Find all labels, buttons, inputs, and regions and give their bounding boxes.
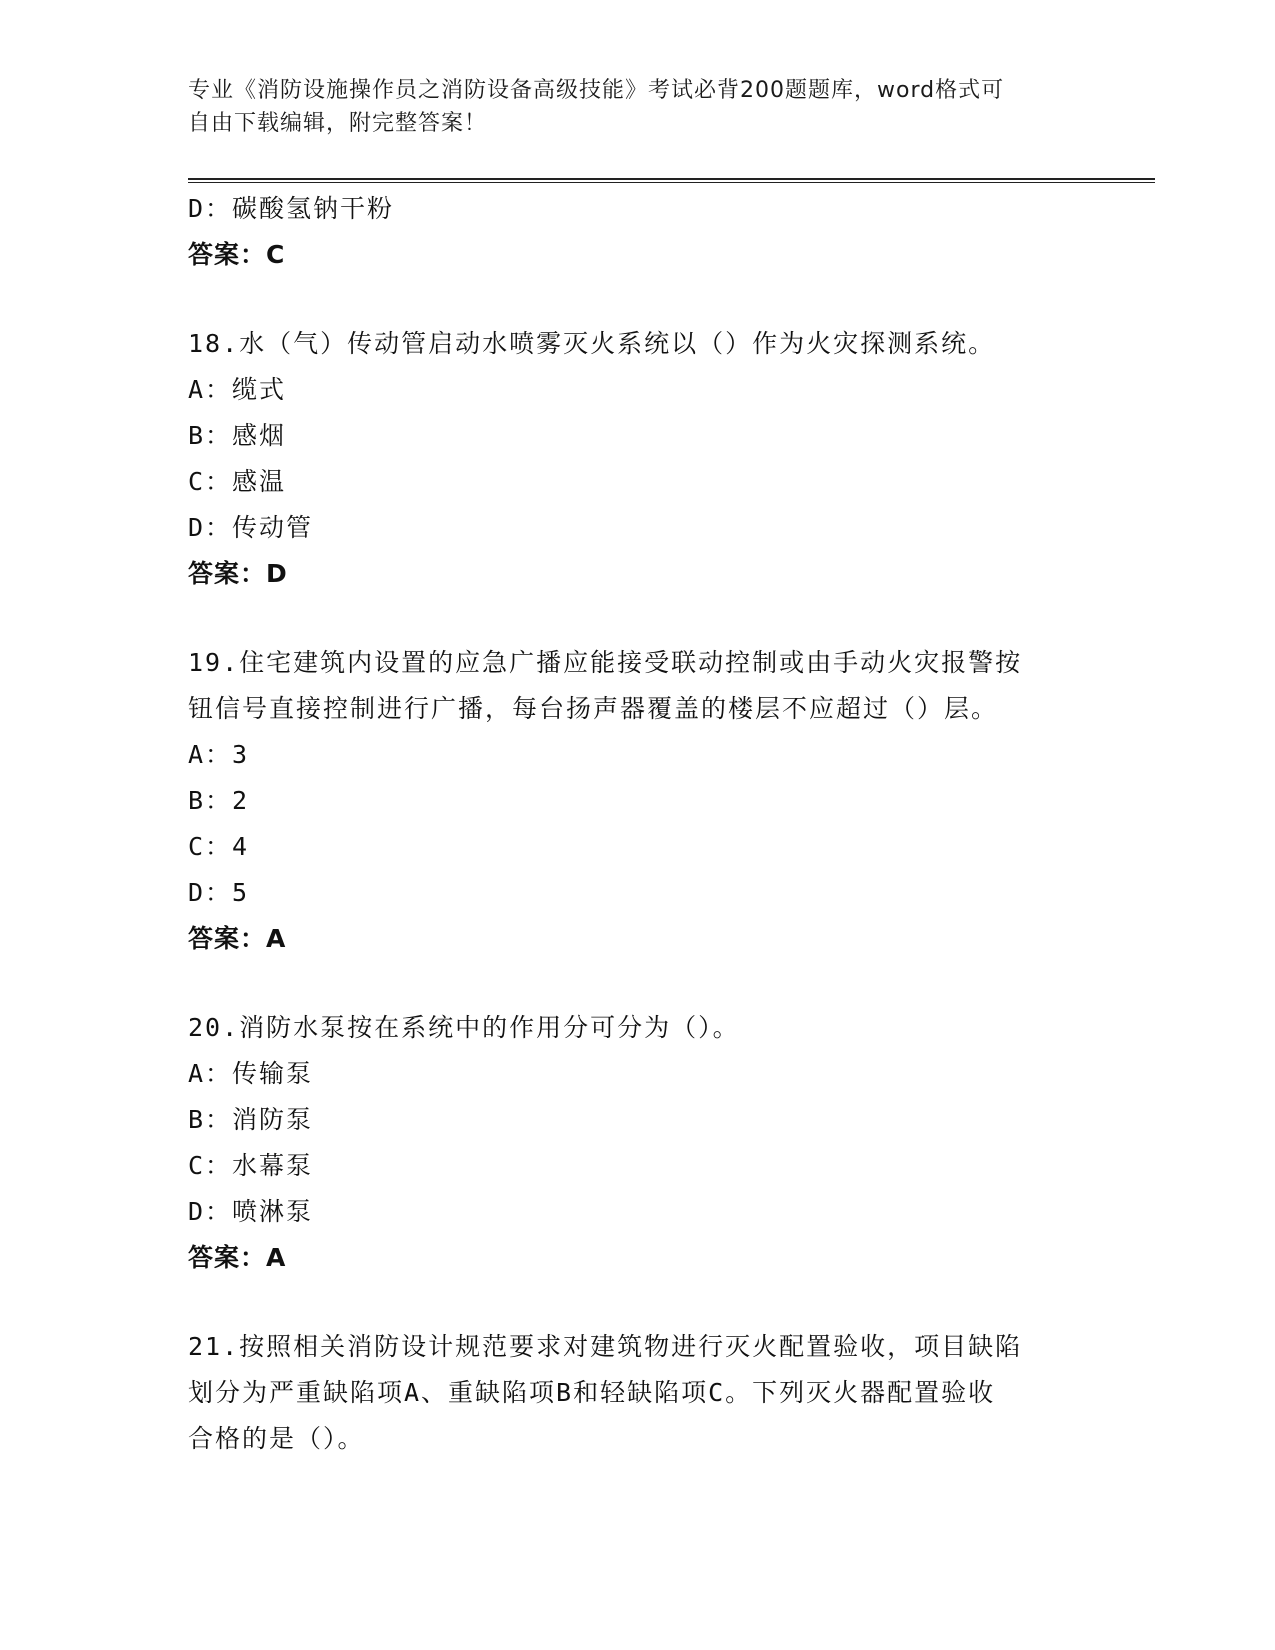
question-21 — [188, 1324, 1088, 1462]
question-text: 20.消防水泵按在系统中的作用分可分为（）。 — [188, 1013, 740, 1042]
header-divider — [188, 178, 1155, 183]
question-text-line-1: 21.按照相关消防设计规范要求对建筑物进行灭火配置验收，项目缺陷 — [188, 1332, 1023, 1361]
option-d: D：传动管 — [188, 513, 314, 542]
question-list — [188, 186, 1088, 1462]
document-header — [188, 74, 1088, 140]
question-20 — [188, 1005, 1088, 1281]
option-a: A：传输泵 — [188, 1059, 314, 1088]
prev-question-tail — [188, 186, 1088, 278]
answer: 答案：A — [188, 924, 287, 953]
question-text-line-2: 划分为严重缺陷项A、重缺陷项B和轻缺陷项C。下列灭火器配置验收 — [188, 1378, 996, 1407]
answer: 答案：A — [188, 1243, 287, 1272]
option-b: B：感烟 — [188, 421, 287, 450]
question-text-line-2: 钮信号直接控制进行广播，每台扬声器覆盖的楼层不应超过（）层。 — [188, 694, 999, 723]
question-19 — [188, 640, 1088, 962]
question-text-line-3: 合格的是（）。 — [188, 1424, 365, 1453]
question-18 — [188, 321, 1088, 597]
option-d: D：碳酸氢钠干粉 — [188, 194, 395, 223]
header-line-1: 专业《消防设施操作员之消防设备高级技能》考试必背200题题库，word格式可 — [188, 78, 1005, 103]
option-b: B：消防泵 — [188, 1105, 314, 1134]
option-a: A：缆式 — [188, 375, 287, 404]
option-b: B：2 — [188, 786, 250, 815]
answer: 答案：C — [188, 240, 286, 269]
option-c: C：4 — [188, 832, 250, 861]
header-line-2: 自由下载编辑，附完整答案！ — [188, 111, 488, 136]
option-d: D：5 — [188, 878, 250, 907]
answer: 答案：D — [188, 559, 288, 588]
option-a: A：3 — [188, 740, 250, 769]
question-text: 18.水（气）传动管启动水喷雾灭火系统以（）作为火灾探测系统。 — [188, 329, 996, 358]
question-text-line-1: 19.住宅建筑内设置的应急广播应能接受联动控制或由手动火灾报警按 — [188, 648, 1023, 677]
option-c: C：水幕泵 — [188, 1151, 314, 1180]
option-c: C：感温 — [188, 467, 287, 496]
option-d: D：喷淋泵 — [188, 1197, 314, 1226]
